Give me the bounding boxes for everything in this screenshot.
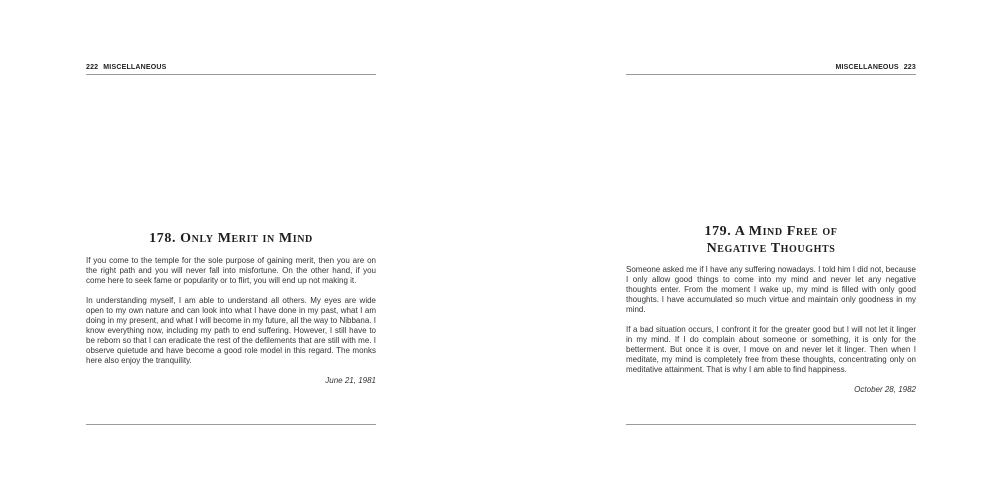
left-paragraph-1: If you come to the temple for the sole purpose of gaining merit, then you are on the right path and you will never fall into misfortune. On the other hand, if you come here to seek fame or popularity or to flirt, you will end up not making it. [86,256,376,285]
left-running-head [86,64,376,71]
right-paragraph-1: Someone asked me if I have any suffering nowadays. I told him I did not, because I only allow good things to come into my mind and never let any negative thoughts enter. From the moment I wake up, my mind is filled with only good thoughts. I have accumulated so much virtue and maintain only goodness in my mind. [626,265,916,314]
right-running-head [626,64,916,71]
right-paragraph-2: If a bad situation occurs, I confront it for the greater good but I will not let it linger in my mind. If I do complain about someone or something, it is only for the betterment. But once it is over, I move on and never let it linger. Then when I meditate, my mind is completely free from these thoughts, concentrating only on meditative attainment. That is why I am able to find happiness. [626,325,916,374]
left-header-rule [86,74,376,75]
left-paragraph-2: In understanding myself, I am able to understand all others. My eyes are wide open to my own nature and can look into what I have done in my past, what I am doing in my present, and what I will become in my future, all the way to Nibbana. I know everything now, including my path to end suffering. However, I still have to be reborn so that I can eradicate the rest of the defilements that are still with me. I observe quietude and have become a good role model in this regard. The monks here also enjoy the tranquility. [86,296,376,365]
right-section-name: MISCELLANEOUS [835,64,899,71]
right-title-line-1: 179. A Mind Free of [704,224,838,239]
left-page [86,0,376,500]
left-footer-rule [86,424,376,425]
left-date: June 21, 1981 [325,376,376,385]
left-body-text [86,256,376,386]
left-chapter-title [86,230,376,247]
right-title-line-2: Negative Thoughts [706,241,836,256]
right-body-text [626,265,916,395]
left-title-text: 178. Only Merit in Mind [149,231,313,246]
right-page [626,0,916,500]
right-header-rule [626,74,916,75]
right-page-number: 223 [903,64,916,71]
left-section-name: MISCELLANEOUS [103,64,167,71]
right-footer-rule [626,424,916,425]
left-page-number: 222 [86,64,99,71]
right-chapter-title [626,223,916,257]
right-date: October 28, 1982 [854,385,916,394]
